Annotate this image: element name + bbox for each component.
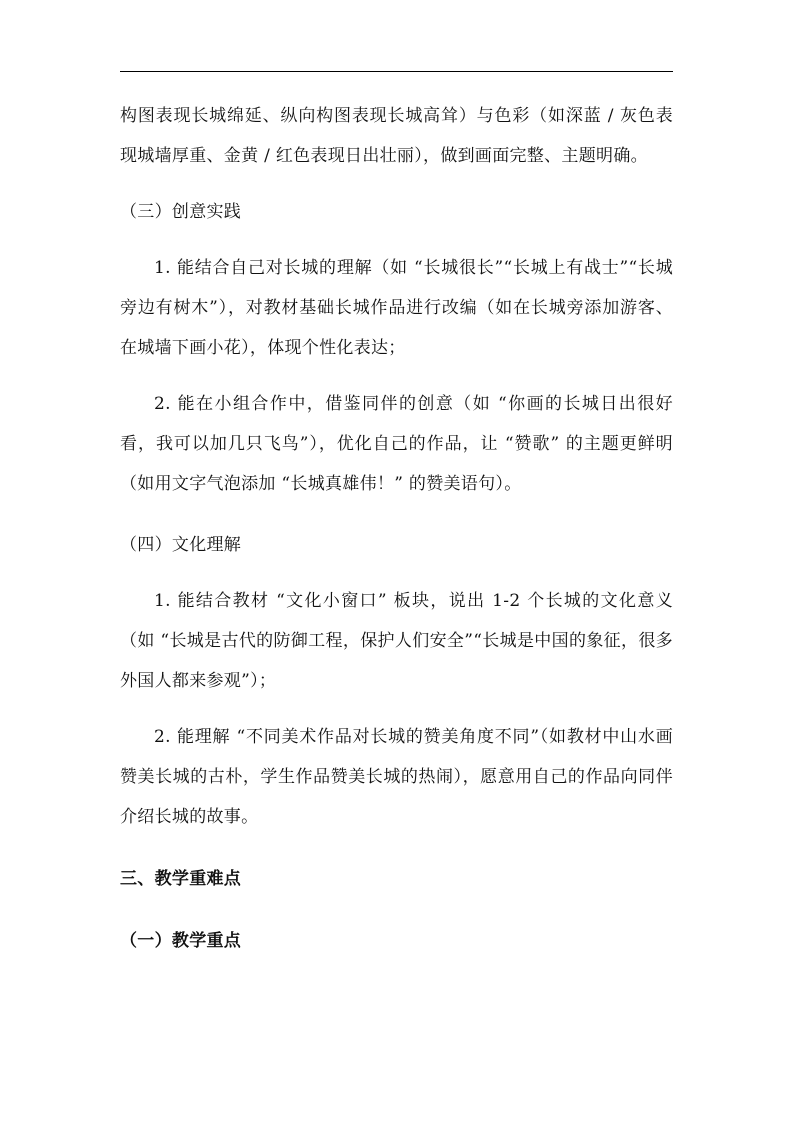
heading-creative-practice: （三）创意实践 <box>120 202 242 222</box>
heading-cultural-understanding: （四）文化理解 <box>120 535 242 555</box>
paragraph-culture-2: 2. 能理解 “不同美术作品对长城的赞美角度不同”（如教材中山水画赞美长城的古朴，学生作品赞美长城的热闹），愿意用自己的作品向同伴介绍长城的故事。 <box>120 727 673 827</box>
paragraph-creative-2: 2. 能在小组合作中，借鉴同伴的创意（如 “你画的长城日出很好看，我可以加几只飞鸟”），优化自己的作品，让 “赞歌” 的主题更鲜明（如用文字气泡添加 “长城真雄伟！” 的赞美语句）。 <box>120 394 673 494</box>
paragraph-composition-color: 构图表现长城绵延、纵向构图表现长城高耸）与色彩（如深蓝 / 灰色表现城墙厚重、金黄 / 红色表现日出壮丽），做到画面完整、主题明确。 <box>120 106 673 166</box>
paragraph-culture-1: 1. 能结合教材 “文化小窗口” 板块，说出 1-2 个长城的文化意义（如 “长城是古代的防御工程，保护人们安全”“长城是中国的象征，很多外国人都来参观”）； <box>120 591 673 691</box>
paragraph-creative-1: 1. 能结合自己对长城的理解（如 “长城很长”“长城上有战士”“长城旁边有树木”），对教材基础长城作品进行改编（如在长城旁添加游客、在城墙下画小花），体现个性化表达； <box>120 258 673 358</box>
heading-teaching-key-difficulties: 三、教学重难点 <box>120 869 242 889</box>
document-body <box>120 96 673 961</box>
header-rule <box>120 71 673 72</box>
heading-teaching-key-points: （一）教学重点 <box>120 931 242 951</box>
